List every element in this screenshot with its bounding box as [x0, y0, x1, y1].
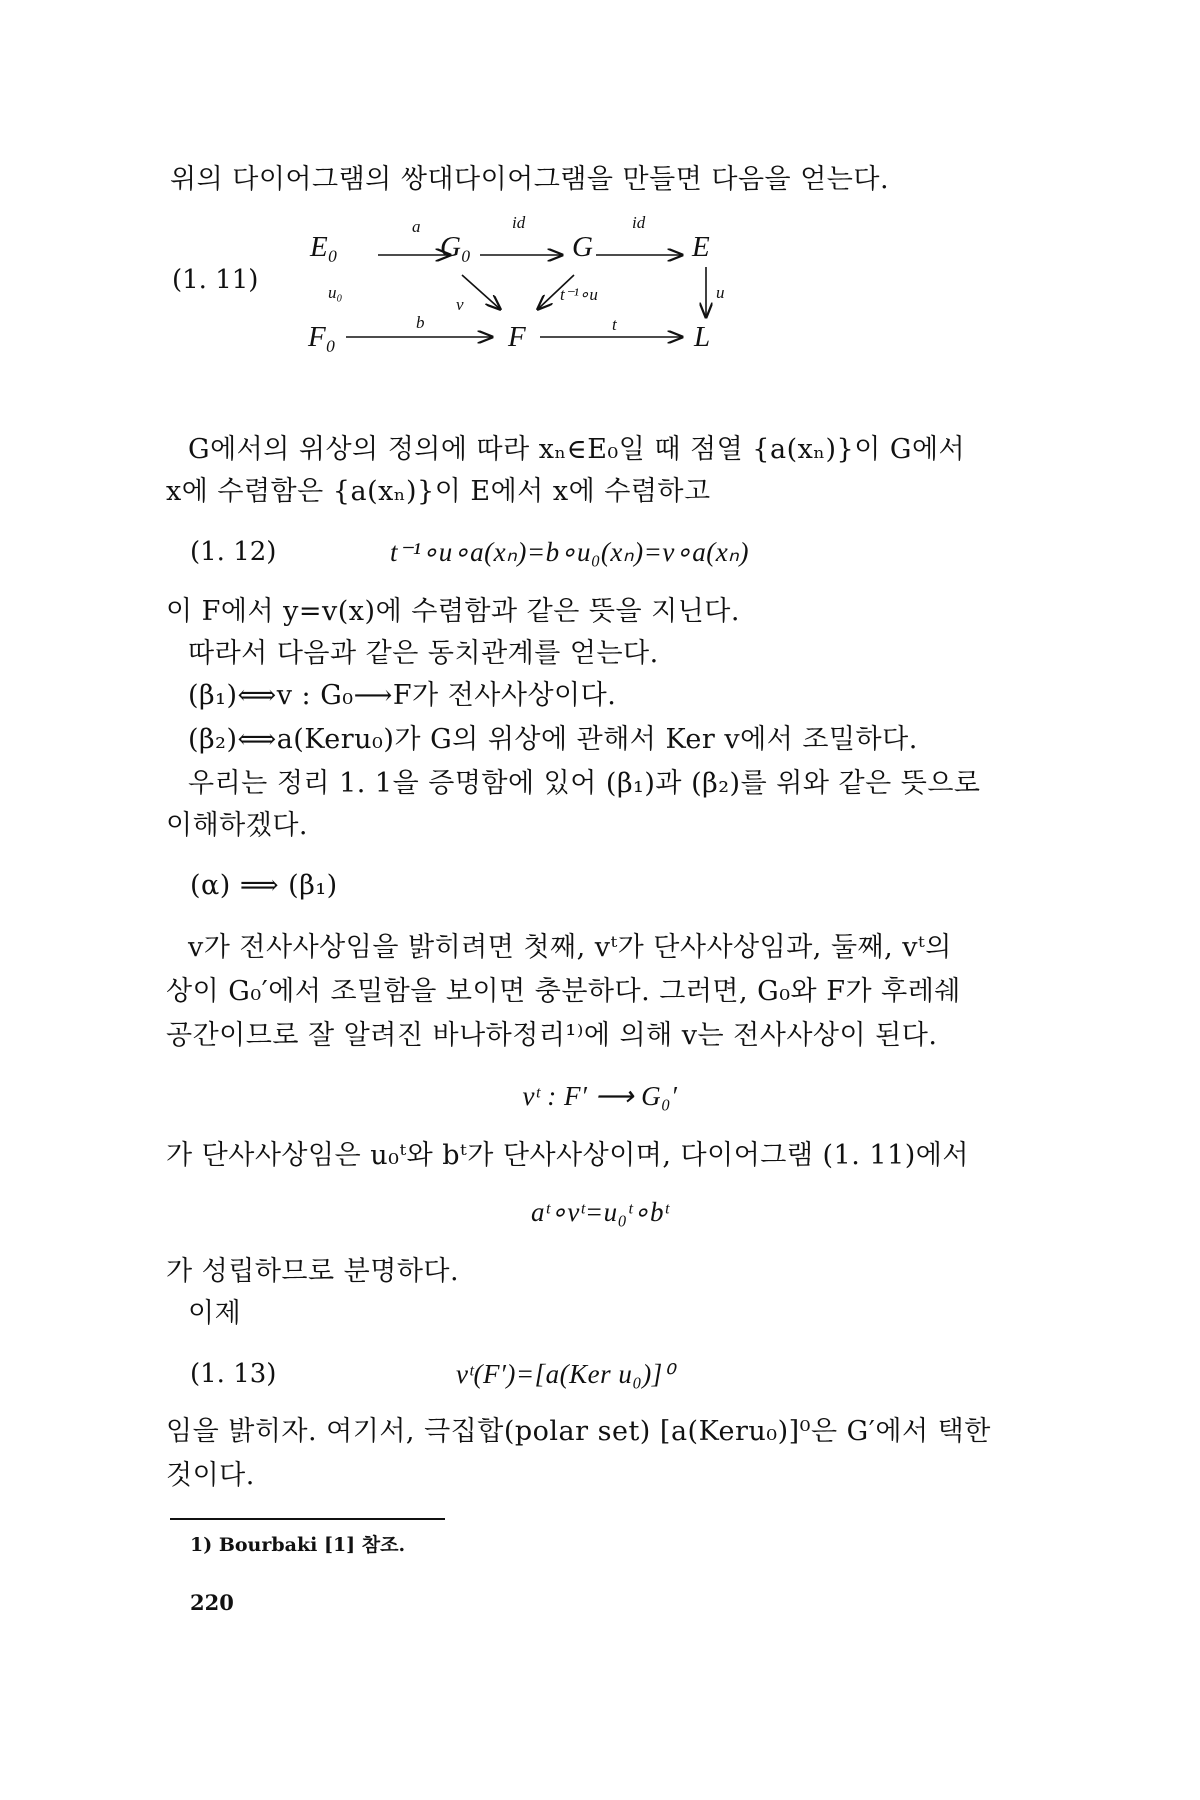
paragraph-line: 이 F에서 y=v(x)에 수렴함과 같은 뜻을 지닌다. [166, 596, 740, 627]
page-number: 220 [190, 1590, 234, 1615]
node-G: G [572, 231, 593, 263]
node-F: F [508, 321, 526, 353]
label-a: a [412, 217, 421, 236]
node-E0: E₀ [310, 231, 338, 263]
paragraph-line: 가 성립하므로 분명하다. [166, 1256, 460, 1287]
equation-number-1-12: (1. 12) [190, 537, 277, 567]
paragraph-line: 이해하겠다. [166, 810, 308, 841]
display-equation-composition: aᵗ∘vᵗ=u₀ᵗ∘bᵗ [530, 1197, 670, 1227]
node-F0: F₀ [308, 321, 336, 353]
label-u0: u₀ [328, 283, 343, 302]
paragraph-line: 가 단사사상임은 u₀ᵗ와 bᵗ가 단사사상이며, 다이어그램 (1. 11)에서 [166, 1140, 969, 1171]
diagram-number: (1. 11) [172, 265, 259, 295]
case-heading: (α) ⟹ (β₁) [190, 870, 338, 901]
arrow-v [462, 275, 500, 309]
equation-1-12: t⁻¹∘u∘a(xₙ)=b∘u₀(xₙ)=v∘a(xₙ) [390, 537, 749, 567]
label-u: u [716, 283, 725, 302]
node-L: L [694, 321, 711, 353]
label-b: b [416, 313, 425, 332]
paragraph-line: 우리는 정리 1. 1을 증명함에 있어 (β₁)과 (β₂)를 위와 같은 뜻으로 [188, 768, 981, 799]
node-E: E [692, 231, 710, 263]
footnote: 1) Bourbaki [1] 참조. [190, 1534, 406, 1556]
paragraph-line: 이제 [188, 1298, 242, 1329]
label-id1: id [512, 213, 526, 232]
paragraph-line: 임을 밝히자. 여기서, 극집합(polar set) [a(Keru₀)]⁰은 G′에서 택한 [166, 1416, 991, 1447]
paragraph-line: 상이 G₀′에서 조밀함을 보이면 충분하다. 그러면, G₀와 F가 후레쉐 [166, 976, 961, 1007]
label-v: v [456, 295, 464, 314]
equivalence-beta2: (β₂)⟺a(Keru₀)가 G의 위상에 관해서 Ker v에서 조밀하다. [188, 724, 918, 755]
paragraph-line: v가 전사사상임을 밝히려면 첫째, vᵗ가 단사사상임과, 둘째, vᵗ의 [188, 932, 952, 963]
intro-paragraph: 위의 다이어그램의 쌍대다이어그램을 만들면 다음을 얻는다. [170, 164, 890, 195]
label-id2: id [632, 213, 646, 232]
label-t: t [612, 315, 617, 334]
label-tinvu: t⁻¹∘u [560, 285, 598, 304]
equivalence-beta1: (β₁)⟺v : G₀⟶F가 전사사상이다. [188, 680, 617, 711]
node-G0: G₀ [440, 231, 472, 263]
paragraph-topology-line2: x에 수렴함은 {a(xₙ)}이 E에서 x에 수렴하고 [166, 476, 711, 507]
footnote-divider [170, 1518, 445, 1520]
commutative-diagram [308, 213, 850, 415]
equation-1-13: vᵗ(F′)=[a(Ker u₀)]⁰ [456, 1359, 675, 1389]
display-equation-transpose: vᵗ : F′ ⟶ G₀′ [522, 1081, 678, 1111]
paragraph-line: 공간이므로 잘 알려진 바나하정리¹⁾에 의해 v는 전사사상이 된다. [166, 1020, 938, 1051]
paragraph-line: 따라서 다음과 같은 동치관계를 얻는다. [188, 638, 659, 669]
equation-number-1-13: (1. 13) [190, 1359, 277, 1389]
paragraph-topology-line1: G에서의 위상의 정의에 따라 xₙ∈E₀일 때 점열 {a(xₙ)}이 G에서 [188, 434, 966, 465]
paragraph-line: 것이다. [166, 1460, 255, 1491]
diagram-arrows [330, 245, 850, 415]
